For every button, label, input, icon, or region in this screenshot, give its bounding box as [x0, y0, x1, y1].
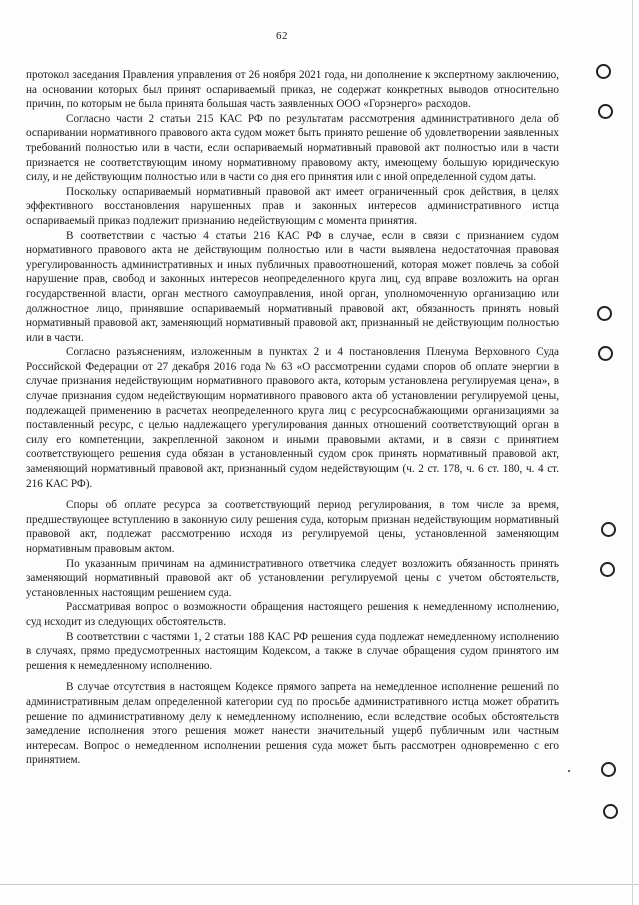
paragraph: Согласно части 2 статьи 215 КАС РФ по результатам рассмотрения административного дела об оспаривании нормативного правового акта судом может быть принято решение об удовлетворении заявленных требований полностью или в части, если оспариваемый нормативный правовой акт полностью или в части признается не соответствующим иному нормативному правовому акту, имеющему большую юридическую силу, и не действующим полностью или в части со дня его принятия или с иной определенной судом даты. [26, 112, 559, 184]
paragraph: Рассматривая вопрос о возможности обращения настоящего решения к немедленному исполнению, суд исходит из следующих обстоятельств. [26, 601, 559, 628]
document-body [26, 68, 559, 768]
binder-hole-icon [598, 104, 613, 119]
binder-hole-icon [600, 562, 615, 577]
binder-hole-icon [601, 522, 616, 537]
scan-edge [0, 884, 639, 885]
paragraph: В соответствии с частью 4 статьи 216 КАС РФ в случае, если в связи с признанием судом нормативного правового акта не действующим полностью или в части выявлена недостаточная правовая урегулированность административных и иных публичных правоотношений, которая может повлечь за собой нарушение прав, свобод и законных интересов неопределенного круга лиц, суд вправе возложить на орган государственной власти, орган местного самоуправления, иной орган, уполномоченную организацию или должностное лицо, принявшие оспариваемый нормативный правовой акт, обязанность принять новый нормативный правовой акт, заменяющий нормативный правовой акт, признанный не действующим полностью или в части. [26, 229, 559, 344]
paragraph: В случае отсутствия в настоящем Кодексе прямого запрета на немедленное исполнение решений по административным делам определенной категории суд по просьбе административного истца может обратить решение по административному делу к немедленному исполнению, если вследствие особых обстоятельств замедление исполнения этого решения может нанести значительный ущерб публичным или частным интересам. Вопрос о немедленном исполнении решения суда может быть рассмотрен одновременно с его принятием. [26, 681, 559, 767]
binder-hole-icon [596, 64, 611, 79]
binder-hole-icon [597, 306, 612, 321]
paragraph: протокол заседания Правления управления от 26 ноября 2021 года, ни дополнение к экспертному заключению, на основании которых был принят оспариваемый приказ, не содержат конкретных выводов относительно причин, по которым не была принята большая часть заявленных ООО «Горэнерго» расходов. [26, 69, 559, 111]
page-number: 62 [276, 30, 288, 42]
paragraph: В соответствии с частями 1, 2 статьи 188 КАС РФ решения суда подлежат немедленному исполнению в случаях, прямо предусмотренных настоящим Кодексом, а также в случае обращения судом принятого им решения к немедленному исполнению. [26, 630, 559, 672]
paragraph: Согласно разъяснениям, изложенным в пунктах 2 и 4 постановления Пленума Верховного Суда Российской Федерации от 27 декабря 2016 года № 63 «О рассмотрении судами споров об оплате энергии в случае признания недействующим нормативного правового акта, которым установлена регулируемая цена», в случае признания судом недействующим нормативного правового акта об установлении регулируемой цены, подлежащей применению в расчетах неопределенного круга лиц с ресурсоснабжающими организациями за поставленный ресурс, с целью надлежащего урегулирования данных отношений соответствующий орган в силу его компетенции, закрепленной законом и иными правовыми актами, и в связи с принятием соответствующего решения суда обязан в установленный судом срок принять нормативный правовой акт, заменяющий нормативный правовой акт, признанный судом недействующим (ч. 2 ст. 178, ч. 6 ст. 180, ч. 4 ст. 216 КАС РФ). [26, 346, 559, 490]
scan-edge [632, 0, 633, 905]
binder-hole-icon [598, 346, 613, 361]
binder-hole-icon [603, 804, 618, 819]
scan-speck [568, 770, 570, 772]
paragraph: Поскольку оспариваемый нормативный правовой акт имеет ограниченный срок действия, в целях эффективного восстановления нарушенных прав и законных интересов административного истца оспариваемый приказ подлежит признанию недействующим с момента принятия. [26, 185, 559, 227]
paragraph: Споры об оплате ресурса за соответствующий период регулирования, в том числе за время, предшествующее вступлению в законную силу решения суда, которым признан недействующим нормативный правовой акт, подлежат рассмотрению исходя из регулируемой цены, установленной заменяющим нормативным правовым актом. [26, 499, 559, 555]
paragraph: По указанным причинам на административного ответчика следует возложить обязанность принять заменяющий нормативный правовой акт об установлении регулируемой цены с учетом обстоятельств, установленных настоящим решением суда. [26, 557, 559, 599]
binder-hole-icon [601, 762, 616, 777]
